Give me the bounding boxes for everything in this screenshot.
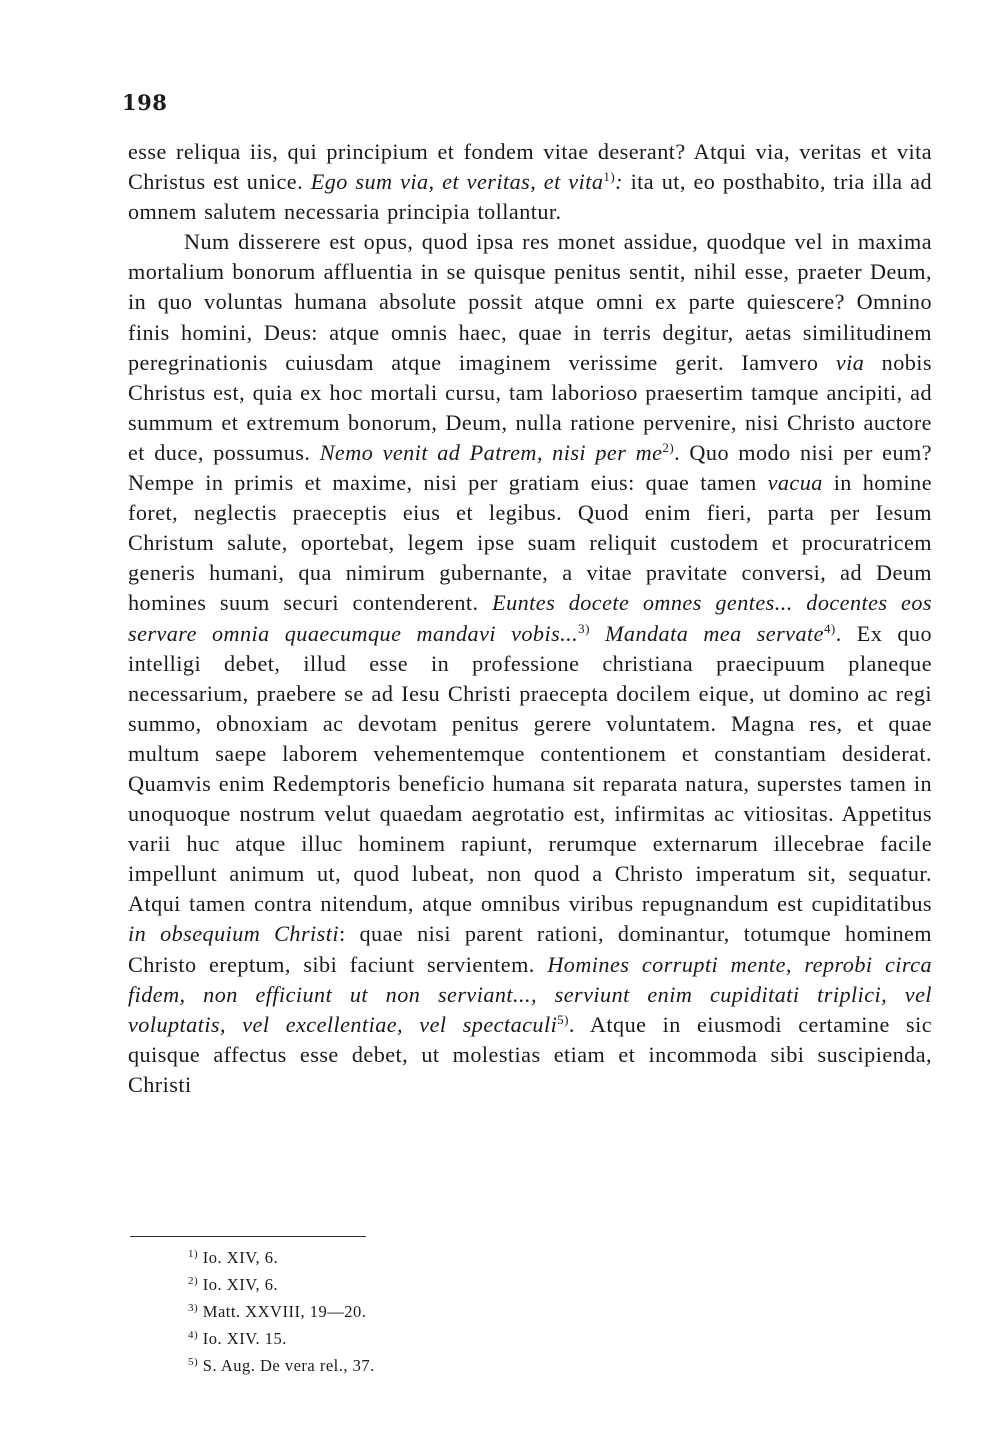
footnote <box>188 1271 375 1298</box>
footnote-ref: 2) <box>662 439 675 455</box>
footnote-mark: 5) <box>188 1356 199 1368</box>
main-text <box>128 137 932 1100</box>
emphasis: via <box>835 349 865 375</box>
scripture-quote: in obsequium Christi <box>128 921 339 947</box>
footnote-ref: 1) <box>603 169 616 185</box>
footnote-text: S. Aug. De vera rel., 37. <box>202 1356 375 1375</box>
footnote-mark: 2) <box>188 1275 199 1287</box>
footnote-mark: 4) <box>188 1329 199 1341</box>
footnote <box>188 1298 375 1325</box>
scripture-quote: Nemo venit ad Patrem, nisi per me <box>319 439 663 465</box>
text-run: esse reliqua iis, qui principium et fondem vitae deserant? Atqui via, veritas et vita Christus est unice. <box>128 139 932 195</box>
text-run: in homine foret, neglectis praeceptis eius et legibus. Quod enim fieri, parta per Iesum Christum salute, oportebat, legem ipse suam reliquit custodem et procuratricem generis humani, qua nimirum gubernante, a vitae pravitate conversi, ad Deum homines suum securi contenderent. <box>128 470 932 616</box>
scripture-quote: Mandata mea servate <box>604 620 824 646</box>
text-run: ita ut, eo posthabito, tria illa ad omnem salutem necessaria principia tollantur. <box>128 169 933 225</box>
footnote-mark: 3) <box>188 1302 199 1314</box>
text-run: : quae nisi parent rationi, dominantur, totumque hominem Christo ereptum, sibi faciunt servientem. <box>128 921 932 977</box>
footnote-ref: 5) <box>557 1011 569 1027</box>
footnote <box>188 1244 375 1271</box>
footnote-ref: 3) <box>578 620 590 636</box>
scripture-quote: Ego sum via, et veritas, et vita <box>310 169 604 195</box>
footnote-text: Matt. XXVIII, 19—20. <box>202 1302 367 1321</box>
footnote-mark: 1) <box>188 1248 199 1260</box>
text-run: Num disserere est opus, quod ipsa res monet assidue, quodque vel in maxima mortalium bonorum affluentia in se quisque penitus sentit, nihil esse, praeter Deum, in quo voluntas humana absolute possit atque omni ex parte quiescere? Omnino finis homini, Deus: atque omnis haec, quae in terris degitur, aetas similitudinem peregrinationis cuiusdam atque imaginem verissime gerit. Iamvero <box>128 229 932 375</box>
footnote-text: Io. XIV. 15. <box>202 1329 287 1348</box>
footnotes <box>188 1244 375 1379</box>
text-run: . Atque in eiusmodi certamine sic quisque affectus esse debet, ut molestias etiam et incommoda sibi suscipienda, Christi <box>128 1011 932 1097</box>
scripture-quote: Homines corrupti mente, reprobi circa fidem, non efficiunt ut non serviant..., serviunt enim cupiditati triplici, vel voluptatis, vel excellentiae, vel spectaculi <box>128 951 932 1037</box>
text-run: nobis Christus est, quia ex hoc mortali cursu, tam laborioso praesertim tamque ancipiti, ad summum et extremum bonorum, Deum, nulla ratione pervenire, nisi Christo auctore et duce, possumus. <box>128 349 932 465</box>
footnote-text: Io. XIV, 6. <box>202 1275 279 1294</box>
paragraph <box>128 227 932 1100</box>
footnote <box>188 1352 375 1379</box>
page-number: 198 <box>122 90 168 115</box>
text-run: : <box>615 169 623 195</box>
footnote-divider <box>130 1236 366 1237</box>
footnote-ref: 4) <box>823 620 836 636</box>
footnote <box>188 1325 375 1352</box>
footnote-text: Io. XIV, 6. <box>202 1248 279 1267</box>
paragraph-continuation <box>128 137 932 227</box>
text-run: . Quo modo nisi per eum? Nempe in primis et maxime, nisi per gratiam eius: quae tamen <box>128 439 932 496</box>
text-run: . Ex quo intelligi debet, illud esse in professione christiana praecipuum planeque necessarium, praebere se ad Iesu Christi praecepta docilem eique, ut domino ac regi summo, obnoxiam ac devotam penitus gerere voluntatem. Magna res, et quae multum saepe laborem vehementemque contentionem et constantiam desiderat. Quamvis enim Redemptoris beneficio humana sit reparata natura, superstes tamen in unoquoque nostrum velut quaedam aegrotatio est, infirmitas ac vitiositas. Appetitus varii huc atque illuc hominem rapiunt, rerumque externarum illecebrae facile impellunt animum ut, quod lubeat, non quod a Christo imperatum sit, sequatur. Atqui tamen contra nitendum, atque omnibus viribus repugnandum est cupiditatibus <box>128 620 933 917</box>
scripture-quote: Euntes docete omnes gentes... docentes eos servare omnia quaecumque mandavi vobis... <box>128 590 932 646</box>
emphasis: vacua <box>767 470 823 496</box>
